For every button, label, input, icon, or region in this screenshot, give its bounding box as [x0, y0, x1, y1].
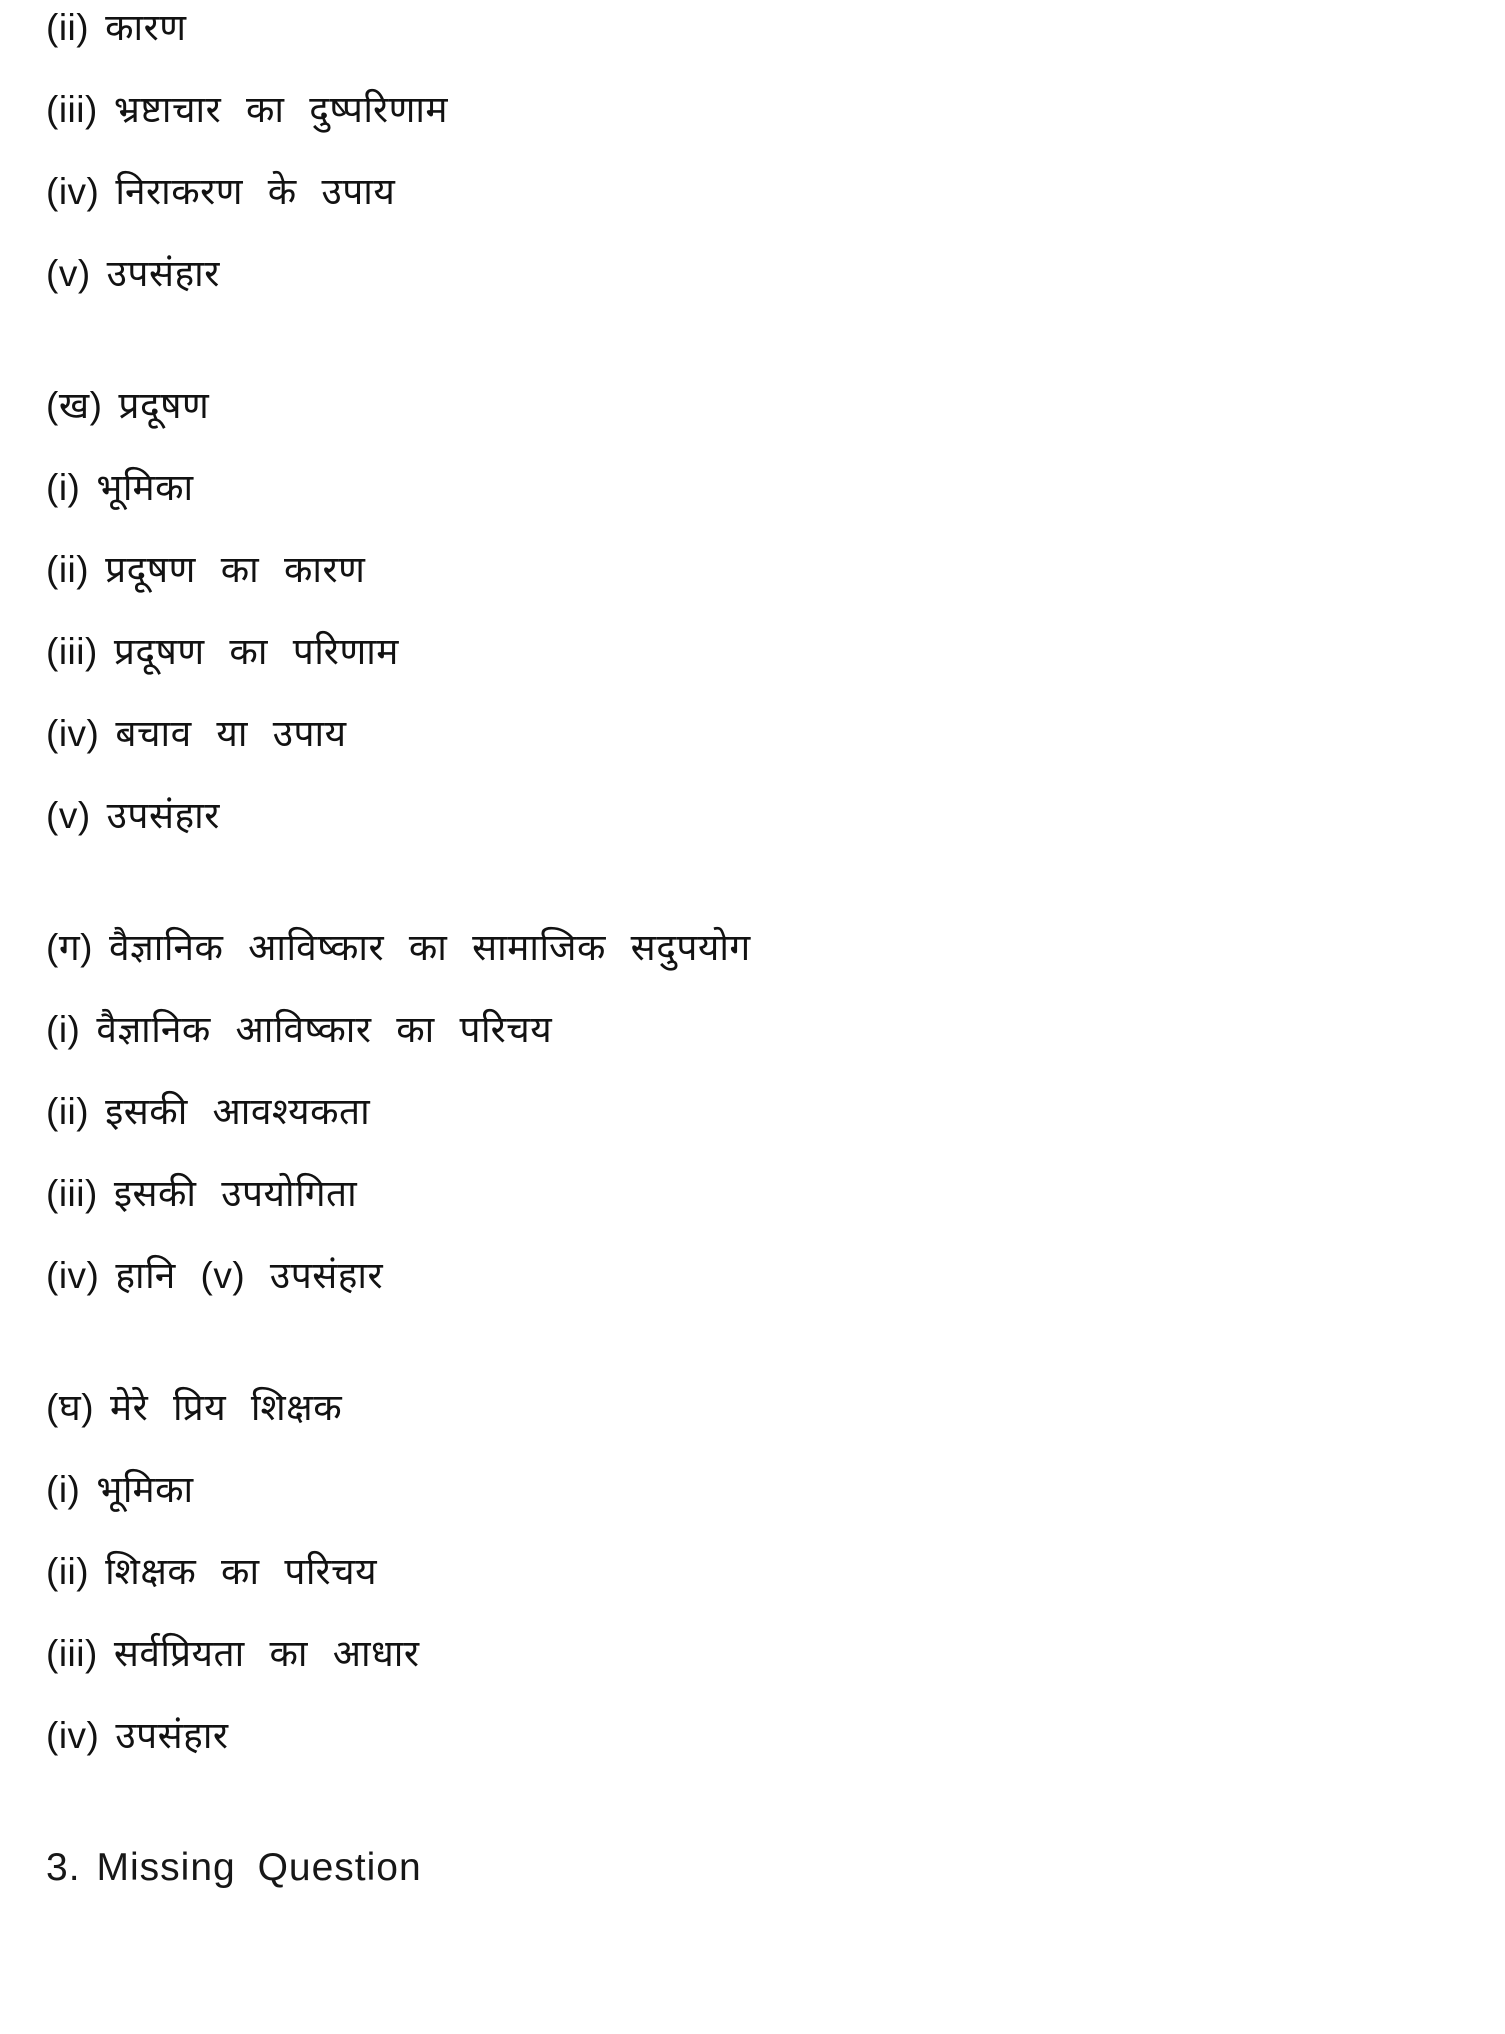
item-marker: (iii)	[46, 1173, 98, 1214]
section-heading-kha	[46, 382, 1465, 430]
item-marker: (ख)	[46, 385, 103, 426]
outline-item	[46, 1252, 1465, 1300]
item-text: सर्वप्रियता का आधार	[113, 1633, 420, 1674]
outline-item	[46, 4, 1465, 52]
item-marker: (i)	[46, 467, 81, 508]
outline-item	[46, 464, 1465, 512]
item-marker: 3.	[46, 1846, 81, 1889]
item-marker: (v)	[46, 253, 91, 294]
item-text: कारण	[105, 7, 187, 48]
item-text: निराकरण के उपाय	[115, 171, 396, 212]
outline-item	[46, 1088, 1465, 1136]
item-text: Missing Question	[96, 1846, 422, 1889]
outline-item	[46, 792, 1465, 840]
item-marker: (ग)	[46, 927, 93, 968]
question-3-heading	[46, 1844, 1465, 1892]
item-text: शिक्षक का परिचय	[105, 1551, 378, 1592]
item-text: उपसंहार	[106, 795, 220, 836]
item-marker: (i)	[46, 1469, 81, 1510]
item-marker: (घ)	[46, 1387, 95, 1428]
item-text: उपसंहार	[106, 253, 220, 294]
item-text: भूमिका	[96, 467, 194, 508]
outline-item	[46, 1170, 1465, 1218]
outline-item	[46, 1630, 1465, 1678]
item-marker: (iii)	[46, 1633, 98, 1674]
outline-item	[46, 86, 1465, 134]
item-marker: (ii)	[46, 1091, 90, 1132]
item-text: प्रदूषण का परिणाम	[113, 631, 399, 672]
item-text: प्रदूषण	[118, 385, 210, 426]
item-text: इसकी आवश्यकता	[105, 1091, 371, 1132]
outline-item	[46, 250, 1465, 298]
item-marker: (iv)	[46, 1255, 100, 1296]
outline-item	[46, 1712, 1465, 1760]
outline-item	[46, 546, 1465, 594]
item-text: भूमिका	[96, 1469, 194, 1510]
item-marker: (iv)	[46, 713, 100, 754]
outline-item	[46, 168, 1465, 216]
section-heading-gha	[46, 1384, 1465, 1432]
outline-item	[46, 1466, 1465, 1514]
item-text: बचाव या उपाय	[115, 713, 347, 754]
item-text: प्रदूषण का कारण	[105, 549, 366, 590]
item-text: भ्रष्टाचार का दुष्परिणाम	[113, 89, 449, 130]
section-heading-ga	[46, 924, 1465, 972]
item-marker: (i)	[46, 1009, 81, 1050]
outline-item	[46, 1548, 1465, 1596]
outline-item	[46, 628, 1465, 676]
item-marker: (v)	[46, 795, 91, 836]
item-text: वैज्ञानिक आविष्कार का परिचय	[96, 1009, 553, 1050]
item-text: मेरे प्रिय शिक्षक	[110, 1387, 343, 1428]
item-marker: (ii)	[46, 549, 90, 590]
item-marker: (iii)	[46, 631, 98, 672]
item-text: उपसंहार	[115, 1715, 229, 1756]
item-marker: (ii)	[46, 7, 90, 48]
outline-item	[46, 1006, 1465, 1054]
item-text: हानि (v) उपसंहार	[115, 1255, 384, 1296]
item-marker: (iv)	[46, 171, 100, 212]
item-marker: (ii)	[46, 1551, 90, 1592]
item-marker: (iii)	[46, 89, 98, 130]
item-text: वैज्ञानिक आविष्कार का सामाजिक सदुपयोग	[108, 927, 751, 968]
item-text: इसकी उपयोगिता	[113, 1173, 358, 1214]
item-marker: (iv)	[46, 1715, 100, 1756]
outline-item	[46, 710, 1465, 758]
